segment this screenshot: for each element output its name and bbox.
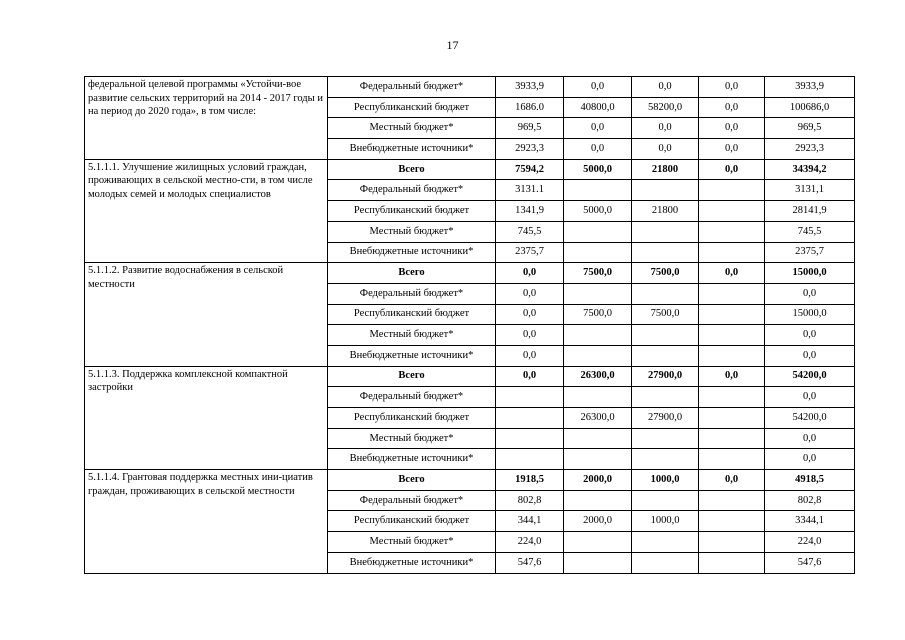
amount-cell: 2000,0 (564, 470, 632, 491)
amount-cell: 27900,0 (632, 366, 699, 387)
funding-source: Республиканский бюджет (328, 304, 496, 325)
table-row (85, 263, 855, 284)
amount-total-cell: 3344,1 (765, 511, 855, 532)
funding-source: Всего (328, 263, 496, 284)
amount-cell: 802,8 (496, 490, 564, 511)
funding-source: Внебюджетные источники* (328, 345, 496, 366)
amount-cell: 2923,3 (496, 139, 564, 160)
amount-cell: 1000,0 (632, 470, 699, 491)
funding-source: Федеральный бюджет* (328, 283, 496, 304)
amount-cell: 0,0 (564, 139, 632, 160)
amount-cell: 0,0 (496, 366, 564, 387)
amount-cell: 0,0 (564, 77, 632, 98)
program-description: 5.1.1.2. Развитие водоснабжения в сельской местности (85, 263, 328, 366)
amount-cell (564, 345, 632, 366)
amount-cell: 224,0 (496, 532, 564, 553)
amount-cell: 0,0 (699, 139, 765, 160)
amount-cell (699, 180, 765, 201)
funding-source: Республиканский бюджет (328, 201, 496, 222)
amount-cell: 27900,0 (632, 408, 699, 429)
amount-cell: 21800 (632, 201, 699, 222)
amount-cell (632, 283, 699, 304)
amount-cell: 7500,0 (564, 304, 632, 325)
funding-source: Всего (328, 159, 496, 180)
table-row (85, 470, 855, 491)
amount-cell (564, 552, 632, 573)
amount-cell (699, 552, 765, 573)
amount-cell: 3131.1 (496, 180, 564, 201)
amount-total-cell: 0,0 (765, 325, 855, 346)
amount-cell (699, 428, 765, 449)
funding-source: Местный бюджет* (328, 118, 496, 139)
amount-cell (699, 511, 765, 532)
amount-cell (496, 449, 564, 470)
amount-cell: 344,1 (496, 511, 564, 532)
budget-table-body (85, 77, 855, 574)
amount-total-cell: 547,6 (765, 552, 855, 573)
amount-cell (564, 242, 632, 263)
amount-cell: 1686.0 (496, 97, 564, 118)
amount-cell: 0,0 (699, 263, 765, 284)
amount-total-cell: 2923,3 (765, 139, 855, 160)
amount-total-cell: 745,5 (765, 221, 855, 242)
table-row (85, 159, 855, 180)
amount-cell (564, 449, 632, 470)
amount-cell (564, 221, 632, 242)
amount-total-cell: 4918,5 (765, 470, 855, 491)
amount-cell (699, 532, 765, 553)
program-description: 5.1.1.4. Грантовая поддержка местных ини-циатив граждан, проживающих в сельской местности (85, 470, 328, 573)
amount-cell: 7594,2 (496, 159, 564, 180)
amount-cell: 0,0 (496, 283, 564, 304)
amount-cell (699, 408, 765, 429)
funding-source: Местный бюджет* (328, 221, 496, 242)
amount-cell (564, 428, 632, 449)
funding-source: Местный бюджет* (328, 532, 496, 553)
amount-cell: 0,0 (632, 118, 699, 139)
amount-cell (699, 283, 765, 304)
amount-cell (564, 180, 632, 201)
amount-cell: 745,5 (496, 221, 564, 242)
amount-cell (564, 325, 632, 346)
amount-cell: 21800 (632, 159, 699, 180)
amount-cell: 7500,0 (632, 304, 699, 325)
funding-source: Республиканский бюджет (328, 97, 496, 118)
funding-source: Местный бюджет* (328, 325, 496, 346)
funding-source: Всего (328, 366, 496, 387)
amount-cell: 0,0 (699, 77, 765, 98)
table-row (85, 77, 855, 98)
amount-cell (632, 325, 699, 346)
amount-cell: 2000,0 (564, 511, 632, 532)
amount-total-cell: 0,0 (765, 428, 855, 449)
amount-total-cell: 0,0 (765, 345, 855, 366)
amount-total-cell: 54200,0 (765, 366, 855, 387)
amount-cell: 7500,0 (564, 263, 632, 284)
amount-total-cell: 0,0 (765, 283, 855, 304)
amount-total-cell: 54200,0 (765, 408, 855, 429)
amount-cell (564, 283, 632, 304)
amount-cell (496, 408, 564, 429)
amount-cell: 26300,0 (564, 366, 632, 387)
amount-cell: 0,0 (699, 366, 765, 387)
amount-total-cell: 802,8 (765, 490, 855, 511)
funding-source: Местный бюджет* (328, 428, 496, 449)
amount-total-cell: 3933,9 (765, 77, 855, 98)
amount-cell (632, 387, 699, 408)
amount-cell (699, 387, 765, 408)
amount-total-cell: 969,5 (765, 118, 855, 139)
amount-cell (699, 449, 765, 470)
amount-cell (699, 490, 765, 511)
amount-cell (632, 552, 699, 573)
amount-cell: 58200,0 (632, 97, 699, 118)
amount-cell: 0,0 (496, 263, 564, 284)
amount-cell: 5000,0 (564, 159, 632, 180)
amount-cell (496, 387, 564, 408)
amount-cell (699, 325, 765, 346)
funding-source: Федеральный бюджет* (328, 77, 496, 98)
funding-source: Федеральный бюджет* (328, 490, 496, 511)
amount-cell: 0,0 (699, 97, 765, 118)
amount-cell (564, 387, 632, 408)
amount-cell (564, 532, 632, 553)
funding-source: Федеральный бюджет* (328, 180, 496, 201)
amount-total-cell: 0,0 (765, 387, 855, 408)
program-description: федеральной целевой программы «Устойчи-вое развитие сельских территорий на 2014 - 2017 годы и на период до 2020 года», в том числе: (85, 77, 328, 160)
amount-cell: 26300,0 (564, 408, 632, 429)
amount-cell: 0,0 (699, 470, 765, 491)
amount-cell (699, 345, 765, 366)
amount-cell (632, 180, 699, 201)
funding-source: Республиканский бюджет (328, 408, 496, 429)
amount-cell: 3933,9 (496, 77, 564, 98)
amount-cell: 0,0 (699, 118, 765, 139)
funding-source: Внебюджетные источники* (328, 139, 496, 160)
amount-total-cell: 15000,0 (765, 304, 855, 325)
funding-source: Внебюджетные источники* (328, 242, 496, 263)
program-description: 5.1.1.3. Поддержка комплексной компактной застройки (85, 366, 328, 469)
amount-cell (632, 221, 699, 242)
amount-cell (699, 304, 765, 325)
amount-total-cell: 0,0 (765, 449, 855, 470)
amount-total-cell: 34394,2 (765, 159, 855, 180)
budget-table (84, 76, 855, 574)
amount-cell (632, 490, 699, 511)
amount-cell (632, 449, 699, 470)
amount-cell: 0,0 (496, 304, 564, 325)
amount-cell: 5000,0 (564, 201, 632, 222)
amount-total-cell: 28141,9 (765, 201, 855, 222)
amount-cell (632, 532, 699, 553)
amount-cell: 1000,0 (632, 511, 699, 532)
amount-cell (632, 428, 699, 449)
program-description: 5.1.1.1. Улучшение жилищных условий граждан, проживающих в сельской местно-сти, в том числе молодых семей и молодых специалистов (85, 159, 328, 262)
amount-cell: 7500,0 (632, 263, 699, 284)
amount-cell: 0,0 (632, 139, 699, 160)
amount-cell: 547,6 (496, 552, 564, 573)
amount-total-cell: 100686,0 (765, 97, 855, 118)
amount-cell: 2375,7 (496, 242, 564, 263)
funding-source: Республиканский бюджет (328, 511, 496, 532)
amount-total-cell: 3131,1 (765, 180, 855, 201)
amount-cell (699, 221, 765, 242)
amount-cell (699, 242, 765, 263)
amount-cell: 0,0 (632, 77, 699, 98)
amount-cell: 1918,5 (496, 470, 564, 491)
funding-source: Федеральный бюджет* (328, 387, 496, 408)
amount-cell: 0,0 (496, 325, 564, 346)
amount-cell (632, 242, 699, 263)
amount-cell (564, 490, 632, 511)
amount-cell: 40800,0 (564, 97, 632, 118)
amount-cell (496, 428, 564, 449)
table-row (85, 366, 855, 387)
amount-total-cell: 2375,7 (765, 242, 855, 263)
amount-cell: 1341,9 (496, 201, 564, 222)
funding-source: Всего (328, 470, 496, 491)
amount-cell: 0,0 (564, 118, 632, 139)
amount-total-cell: 224,0 (765, 532, 855, 553)
amount-cell: 0,0 (496, 345, 564, 366)
amount-cell: 0,0 (699, 159, 765, 180)
page-number: 17 (446, 38, 459, 52)
amount-total-cell: 15000,0 (765, 263, 855, 284)
funding-source: Внебюджетные источники* (328, 552, 496, 573)
amount-cell: 969,5 (496, 118, 564, 139)
funding-source: Внебюджетные источники* (328, 449, 496, 470)
amount-cell (699, 201, 765, 222)
amount-cell (632, 345, 699, 366)
